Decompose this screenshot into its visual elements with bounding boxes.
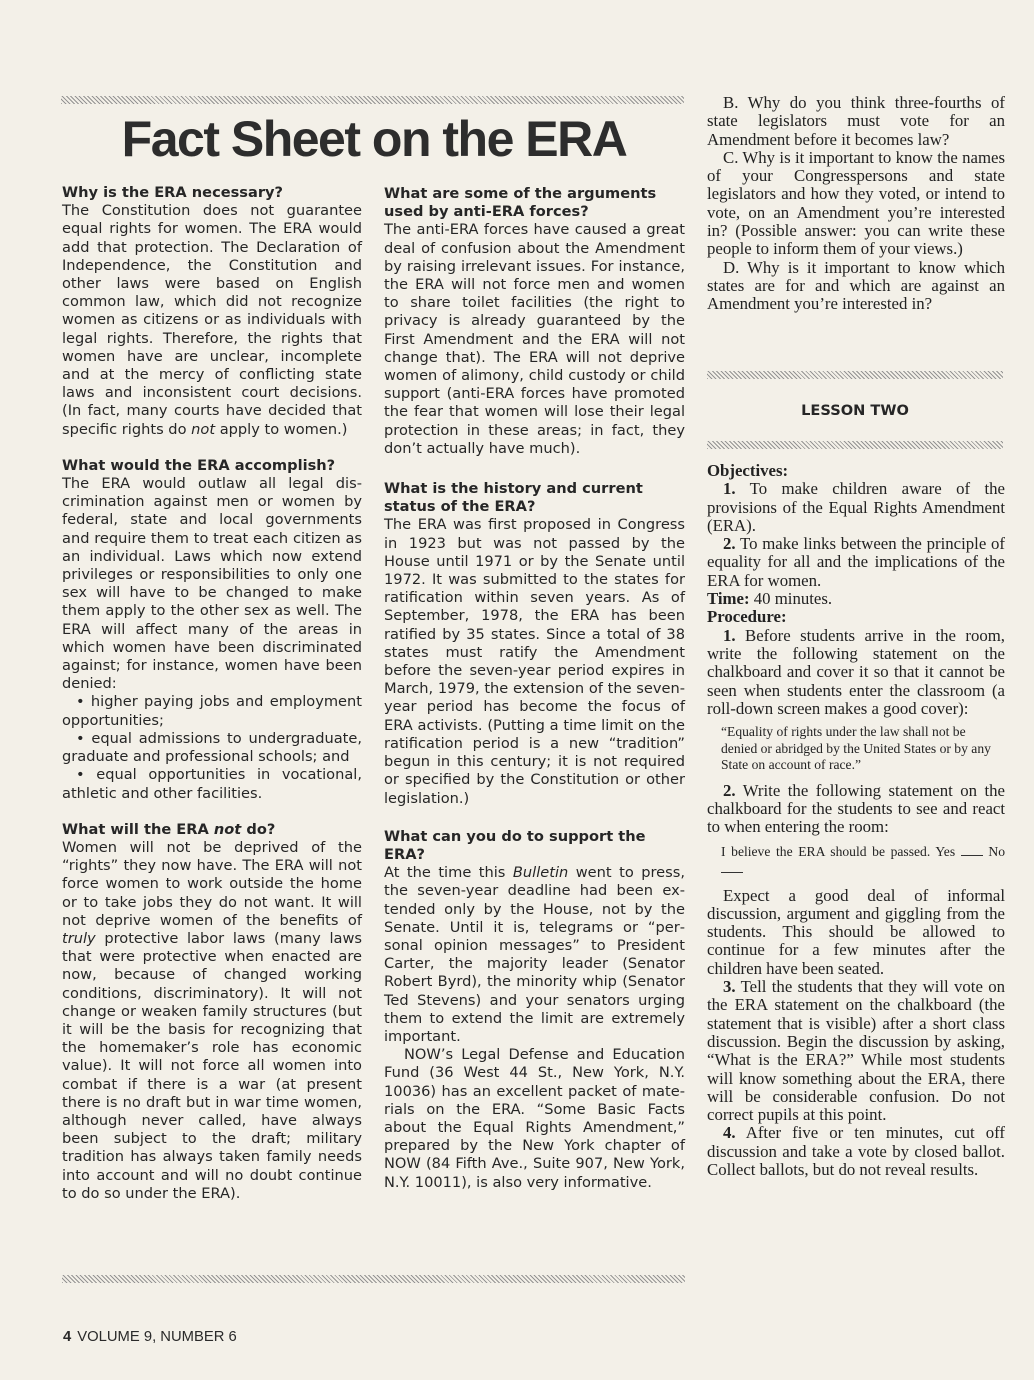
- bottom-rule: [62, 1275, 685, 1283]
- page-footer: [63, 1329, 237, 1345]
- no-blank: [721, 862, 743, 873]
- list-item: • equal opportunities in vocational, athletic and other facilities.: [62, 766, 362, 802]
- paragraph-not-do: Women will not be deprived of the “rights” they now have. The ERA will not force women to work outside the home or to take jobs they do not want. It will not deprive women of the benefits of truly protective labor laws (many laws that were protective when enacted are now, because of changed working conditions, discriminatory). It will not change or weaken family structures (but it will be the basis for recognizing that the homemaker’s role has economic value). It will not force all women into combat if there is a war (at present there is no draft but in war time women, although never called, have always been subject to the draft; military tradition has always taken family needs into account and will no doubt continue to do so under the ERA).: [62, 838, 362, 1202]
- procedure-step-3: 3. Tell the students that they will vote on the ERA statement on the chalkboard (the statement that is visible) after a short class discussion. Begin the discussion by asking, “What is the ERA?” While most students will know something about the ERA, there will be considerable confusion. Do not correct pupils at this point.: [707, 977, 1005, 1125]
- column-3-lesson: [707, 462, 1005, 1179]
- expect-paragraph: Expect a good deal of informal discussion, argument and giggling from the students. This should be allowed to continue for a few minutes after the children have been seated.: [707, 885, 1005, 978]
- equality-quote: “Equality of rights under the law shall not be denied or abridged by the United States or by any State on account of race.”: [721, 724, 991, 773]
- ballot-statement: I believe the ERA should be passed. Yes No: [707, 843, 1005, 877]
- paragraph-arguments: The anti-ERA forces have caused a great deal of confusion about the Amendment by raising irrelevant issues. For instance, the ERA will not force men and women to share toilet facilities (the right to privacy is already guaranteed by the First Amendment and the ERA will not change that). The ERA will not deprive women of alimony, child custody or child support (anti-ERA forces have promoted the fear that women will lose their legal protection in these areas; in fact, they don’t actually have much).: [384, 221, 685, 457]
- procedure-label: Procedure:: [707, 607, 787, 627]
- procedure-step-2: 2. Write the following statement on the chalkboard for the students to see and react to when entering the room:: [707, 780, 1005, 837]
- procedure-step-4: 4. After five or ten minutes, cut off discussion and take a vote by closed ballot. Collect ballots, but do not reveal results.: [707, 1123, 1005, 1179]
- question-c: C. Why is it important to know the names of your Congresspersons and state legislators and how they voted, or intend to vote, on an Amendment you’re interested in? (Possible answer: you can write these people to inform them of your views.): [707, 147, 1005, 259]
- list-item: • higher paying jobs and employment opportunities;: [62, 693, 362, 729]
- lesson-rule-bottom: [707, 441, 1003, 449]
- lesson-two-heading: LESSON TWO: [801, 402, 909, 419]
- page-title: Fact Sheet on the ERA: [121, 111, 627, 167]
- list-item: • equal admissions to undergraduate, graduate and professional schools; and: [62, 729, 362, 766]
- question-d: D. Why is it important to know which states are for and which are against an Amendment you’re interested in?: [707, 257, 1005, 314]
- paragraph-why-necessary: The Constitution does not guarantee equal rights for women. The ERA would add that protection. The Declaration of Independence, the Constitution and other laws were based on English common law, which did not recognize women as citizens or as individuals with legal rights. Therefore, the rights that women have are unclear, incomplete and at the mercy of conflicting state laws and inconsistent court decisions. (In fact, many courts have decided that specific rights do not apply to women.): [62, 202, 362, 438]
- objective-2: 2. To make links between the principle of equality for all and the implications of the ERA for women.: [707, 534, 1005, 590]
- time-line: Time: 40 minutes.: [707, 589, 833, 609]
- objective-1: 1. To make children aware of the provisions of the Equal Rights Amendment (ERA).: [707, 479, 1005, 535]
- heading-not-do: What will the ERA not do?: [62, 820, 276, 838]
- heading-history: What is the history and current status of the ERA?: [384, 480, 643, 516]
- yes-blank: [961, 845, 983, 856]
- paragraph-accomplish: The ERA would outlaw all legal discrimination against men or women by federal, state and local governments and require them to treat each citizen as an individual. Laws which now extend privileges or responsibilities to only one sex will have to be changed to make them apply to the other sex as well. The ERA will affect many of the areas in which women have been discriminated against; for instance, women have been denied:: [62, 475, 362, 693]
- objectives-label: Objectives:: [707, 461, 789, 480]
- paragraph-support: At the time this Bulletin went to press, the seven-year deadline had been extended only by the House, not by the Senate. Until it is, telegrams or “personal opinion messages” to President Carter, the majority leader (Senator Robert Byrd), the minority whip (Senator Ted Stevens) and your senators urging them to extend the limit are extremely important.: [384, 864, 685, 1045]
- heading-support: What can you do to support the ERA?: [384, 827, 646, 863]
- lesson-rule-top: [707, 371, 1003, 379]
- page-number: 4: [63, 1329, 72, 1345]
- denied-list: [62, 693, 362, 802]
- heading-arguments: What are some of the arguments used by anti-ERA forces?: [384, 185, 657, 221]
- paragraph-now-legal-defense: NOW’s Legal Defense and Education Fund (36 West 44 St., New York, N.Y. 10036) has an excellent packet of materials on the ERA. “Some Basic Facts about the Equal Rights Amendment,” prepared by the New York chapter of NOW (84 Fifth Ave., Suite 907, New York, N.Y. 10011), is also very informative.: [384, 1046, 685, 1191]
- question-b: B. Why do you think three-fourths of state legislators must vote for an Amendment before it becomes law?: [707, 93, 1005, 149]
- top-rule: [61, 96, 684, 104]
- volume-label: VOLUME 9, NUMBER 6: [77, 1329, 237, 1345]
- column-1: [62, 184, 362, 1203]
- procedure-step-1: 1. Before students arrive in the room, write the following statement on the chalkboard and cover it so that it cannot be seen when students enter the classroom (a roll-down screen makes a good cover):: [707, 625, 1005, 718]
- column-3-top: [707, 94, 1005, 314]
- heading-accomplish: What would the ERA accomplish?: [62, 456, 336, 474]
- paragraph-history: The ERA was first proposed in Congress in 1923 but was not passed by the House until 1971 or by the Senate until 1972. It was submitted to the states for ratification within seven years. As of September, 1978, the ERA has been ratified by 35 states. Since a total of 38 states must ratify the Amendment before the seven-year period expires in March, 1979, the extension of the seven-year period has become the focus of ERA activists. (Putting a time limit on the ratification period is a new “tradition” begun in this century; it is not required or specified by the Constitution or other legislation.): [384, 516, 685, 807]
- heading-why-necessary: Why is the ERA necessary?: [62, 184, 284, 201]
- column-2: [384, 185, 685, 1192]
